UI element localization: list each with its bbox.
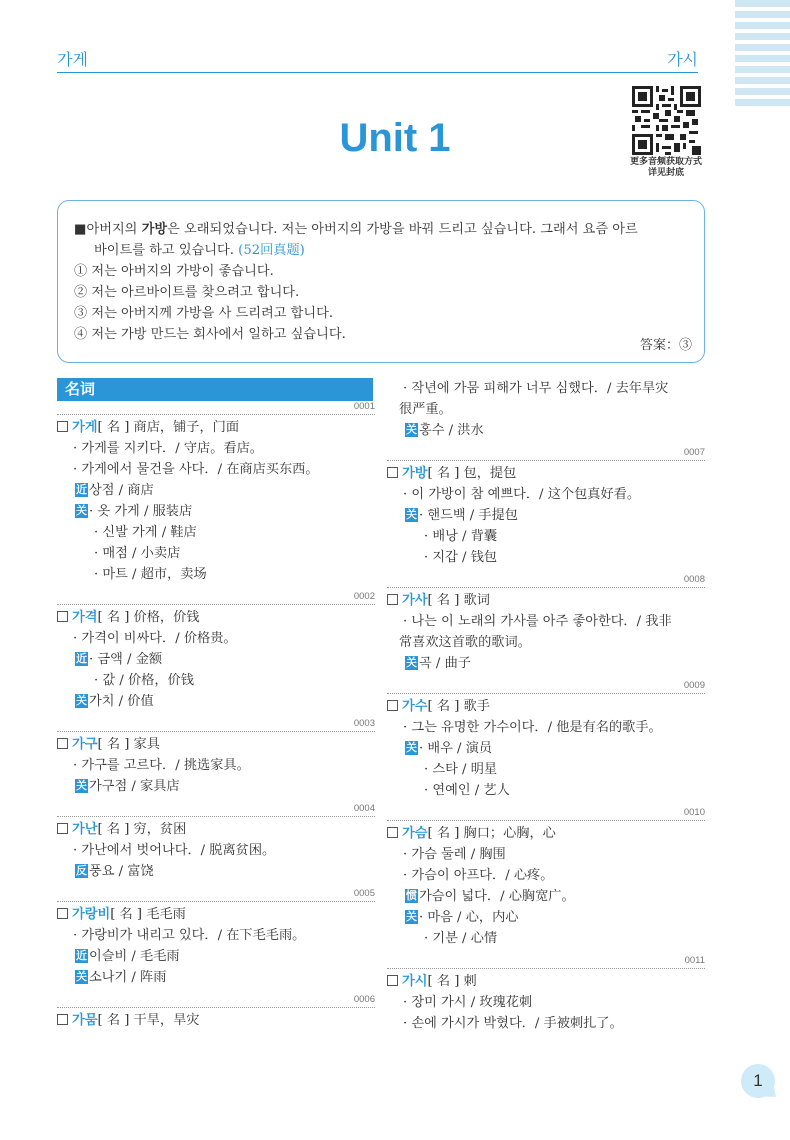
checkbox[interactable] (57, 823, 68, 834)
entry-number: 0003 (57, 718, 375, 732)
checkbox[interactable] (387, 975, 398, 986)
qr-caption-line-1: 更多音频获取方式 (629, 157, 702, 167)
vocab-entry: 가사[ 名 ] 歌词 · 나는 이 노래의 가사를 아주 좋아한다．/ 我非 常喜欢这首歌的歌词。 关 곡 / 曲子 (387, 590, 705, 674)
entry-number: 0009 (387, 680, 705, 694)
question-line-1: ■아버지의 가방은 오래되었습니다. 저는 아버지의 가방을 바꿔 드리고 싶습니다. 그래서 요즘 아르 (74, 222, 638, 237)
checkbox[interactable] (387, 594, 398, 605)
question-line-2: 바이트를 하고 있습니다. (52回真题) (94, 243, 305, 258)
vocab-entry: 가난[ 名 ] 穷，贫困 · 가난에서 벗어나다．/ 脱离贫困。 反 풍요 / 富饶 (57, 819, 375, 882)
headword: 가게 (72, 420, 98, 435)
qr-caption (600, 157, 732, 179)
headword: 가수 (402, 699, 428, 714)
near-tag: 近 (76, 949, 87, 962)
entry-number: 0007 (387, 447, 705, 461)
headword: 가시 (402, 974, 428, 989)
related-tag: 关 (76, 779, 87, 792)
idiom-tag: 惯 (406, 889, 417, 902)
header-first-word: 가게 (57, 50, 88, 69)
exam-question-box (57, 200, 705, 363)
question-keyword: 가방 (141, 222, 168, 237)
vocab-entry: 가슴[ 名 ] 胸口；心胸，心 · 가슴 둘레 / 胸围 · 가슴이 아프다．/ 心疼。 惯 가슴이 넓다．/ 心胸宽广。 关 · 마음 / 心，内心 · 기분 / 心情 (387, 823, 705, 949)
vocab-entry: 가수[ 名 ] 歌手 · 그는 유명한 가수이다．/ 他是有名的歌手。 关 · 배우 / 演员 · 스타 / 明星 · 연예인 / 艺人 (387, 696, 705, 801)
question-source: (52回真题) (238, 243, 305, 258)
related-tag: 关 (406, 910, 417, 923)
checkbox[interactable] (57, 421, 68, 432)
left-column (57, 378, 375, 1037)
related-tag: 关 (76, 970, 87, 983)
headword: 가격 (72, 610, 98, 625)
related-tag: 关 (406, 423, 417, 436)
near-tag: 近 (76, 483, 87, 496)
header-last-word: 가시 (667, 50, 698, 69)
option-3: ③ 저는 아버지께 가방을 사 드리려고 합니다. (74, 306, 334, 321)
headword: 가방 (402, 466, 428, 481)
related-tag: 关 (76, 504, 87, 517)
entry-number: 0004 (57, 803, 375, 817)
qr-caption-line-2: 详见封底 (647, 168, 684, 178)
checkbox[interactable] (57, 738, 68, 749)
vocab-entry: 가랑비[ 名 ] 毛毛雨 · 가랑비가 내리고 있다．/ 在下毛毛雨。 近 이슬비 / 毛毛雨 关 소나기 / 阵雨 (57, 904, 375, 988)
vocab-entry: 가시[ 名 ] 刺 · 장미 가시 / 玫瑰花刺 · 손에 가시가 박혔다．/ 手被刺扎了。 (387, 971, 705, 1034)
checkbox[interactable] (387, 827, 398, 838)
option-1: ① 저는 아버지의 가방이 좋습니다. (74, 264, 274, 279)
entry-number: 0010 (387, 807, 705, 821)
section-heading: 名词 (57, 378, 373, 401)
right-column (387, 378, 705, 1040)
vocab-entry-continued: · 작년에 가뭄 피해가 너무 심했다．/ 去年旱灾 很严重。 关 홍수 / 洪水 (399, 381, 669, 438)
related-tag: 关 (76, 694, 87, 707)
vocab-entry: 가게[ 名 ] 商店，铺子，门面 · 가게를 지키다．/ 守店。看店。 · 가게에서 물건을 사다．/ 在商店买东西。 近 상점 / 商店 关 · 옷 가게 / 服装店 · 신발 가게 / 鞋店 · 매점 / 小卖店 · 마트 / 超市，卖场 (57, 417, 375, 585)
checkbox[interactable] (387, 700, 398, 711)
entry-number: 0002 (57, 591, 375, 605)
vocab-entry: 가격[ 名 ] 价格，价钱 · 가격이 비싸다．/ 价格贵。 近 · 금액 / 金额 · 값 / 价格，价钱 关 가치 / 价值 (57, 607, 375, 712)
entry-number: 0011 (387, 955, 705, 969)
checkbox[interactable] (57, 908, 68, 919)
corner-stripes-decoration (735, 0, 790, 110)
vocab-entry: 가방[ 名 ] 包，提包 · 이 가방이 참 예쁘다．/ 这个包真好看。 关 · 핸드백 / 手提包 · 배낭 / 背囊 · 지갑 / 钱包 (387, 463, 705, 568)
option-4: ④ 저는 가방 만드는 회사에서 일하고 싶습니다. (74, 327, 346, 342)
entry-number: 0005 (57, 888, 375, 902)
vocab-entry: 가뭄[ 名 ] 干旱，旱灾 (57, 1010, 375, 1031)
page-number: 1 (741, 1064, 775, 1098)
checkbox[interactable] (57, 611, 68, 622)
unit-title: Unit 1 (339, 116, 451, 160)
entry-number: 0006 (57, 994, 375, 1008)
answer: 答案：③ (639, 338, 692, 353)
header-rule (57, 72, 698, 73)
related-tag: 关 (406, 508, 417, 521)
headword: 가사 (402, 593, 428, 608)
related-tag: 关 (406, 656, 417, 669)
headword: 가슴 (402, 826, 428, 841)
related-tag: 关 (406, 741, 417, 754)
near-tag: 近 (76, 652, 87, 665)
qr-code-icon (632, 86, 701, 155)
headword: 가뭄 (72, 1013, 98, 1028)
entry-number: 0001 (57, 401, 375, 415)
vocab-entry: 가구[ 名 ] 家具 · 가구를 고르다．/ 挑选家具。 关 가구점 / 家具店 (57, 734, 375, 797)
option-2: ② 저는 아르바이트를 찾으려고 합니다. (74, 285, 300, 300)
checkbox[interactable] (57, 1014, 68, 1025)
entry-number: 0008 (387, 574, 705, 588)
headword: 가랑비 (72, 907, 111, 922)
checkbox[interactable] (387, 467, 398, 478)
headword: 가난 (72, 822, 98, 837)
antonym-tag: 反 (76, 864, 87, 877)
headword: 가구 (72, 737, 98, 752)
